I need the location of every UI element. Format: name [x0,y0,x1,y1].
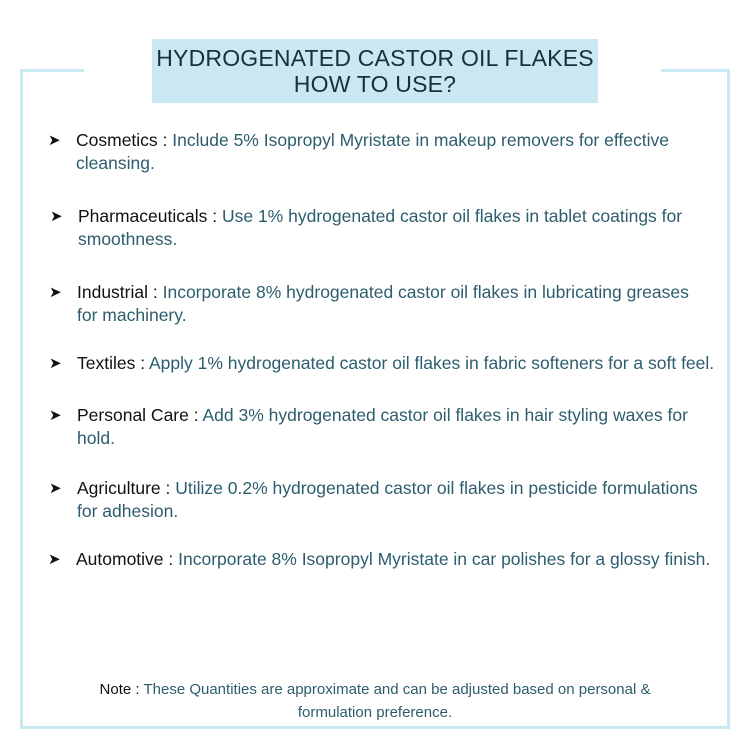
usage-item-label: Automotive : [76,549,174,569]
usage-item-text: Utilize 0.2% hydrogenated castor oil flakes in pesticide formulations for adhesion. [77,478,698,521]
arrow-bullet-icon: ➤ [48,551,61,568]
usage-item-text: Incorporate 8% hydrogenated castor oil flakes in lubricating greases for machinery. [77,282,689,325]
title-banner [152,39,598,103]
usage-item-label: Pharmaceuticals : [78,206,218,226]
frame-top-left-border [20,69,84,72]
frame-bottom-border [20,726,730,729]
note-body: These Quantities are approximate and can be adjusted based on personal & formulation preference. [143,681,651,721]
usage-item-label: Industrial : [77,282,158,302]
usage-item-text: Add 3% hydrogenated castor oil flakes in hair styling waxes for hold. [77,405,688,448]
title-line-1: HYDROGENATED CASTOR OIL FLAKES [156,45,594,71]
title-line-2: HOW TO USE? [293,71,457,97]
usage-item-text: Include 5% Isopropyl Myristate in makeup removers for effective cleansing. [76,130,669,173]
usage-item-label: Textiles : [77,353,146,373]
note-label: Note : [99,681,140,698]
usage-item-text: Use 1% hydrogenated castor oil flakes in tablet coatings for smoothness. [78,206,683,249]
arrow-bullet-icon: ➤ [49,284,62,301]
arrow-bullet-icon: ➤ [50,208,63,225]
arrow-bullet-icon: ➤ [48,132,61,149]
arrow-bullet-icon: ➤ [49,407,62,424]
usage-item-label: Agriculture : [77,478,171,498]
frame-top-right-border [661,69,730,72]
usage-item-label: Personal Care : [77,405,199,425]
frame-left-border [20,69,23,729]
usage-item-text: Incorporate 8% Isopropyl Myristate in car polishes for a glossy finish. [178,549,711,569]
usage-item-text: Apply 1% hydrogenated castor oil flakes in fabric softeners for a soft feel. [148,353,715,373]
usage-item-label: Cosmetics : [76,130,168,150]
note-text [90,678,660,724]
arrow-bullet-icon: ➤ [49,355,62,372]
arrow-bullet-icon: ➤ [49,480,62,497]
